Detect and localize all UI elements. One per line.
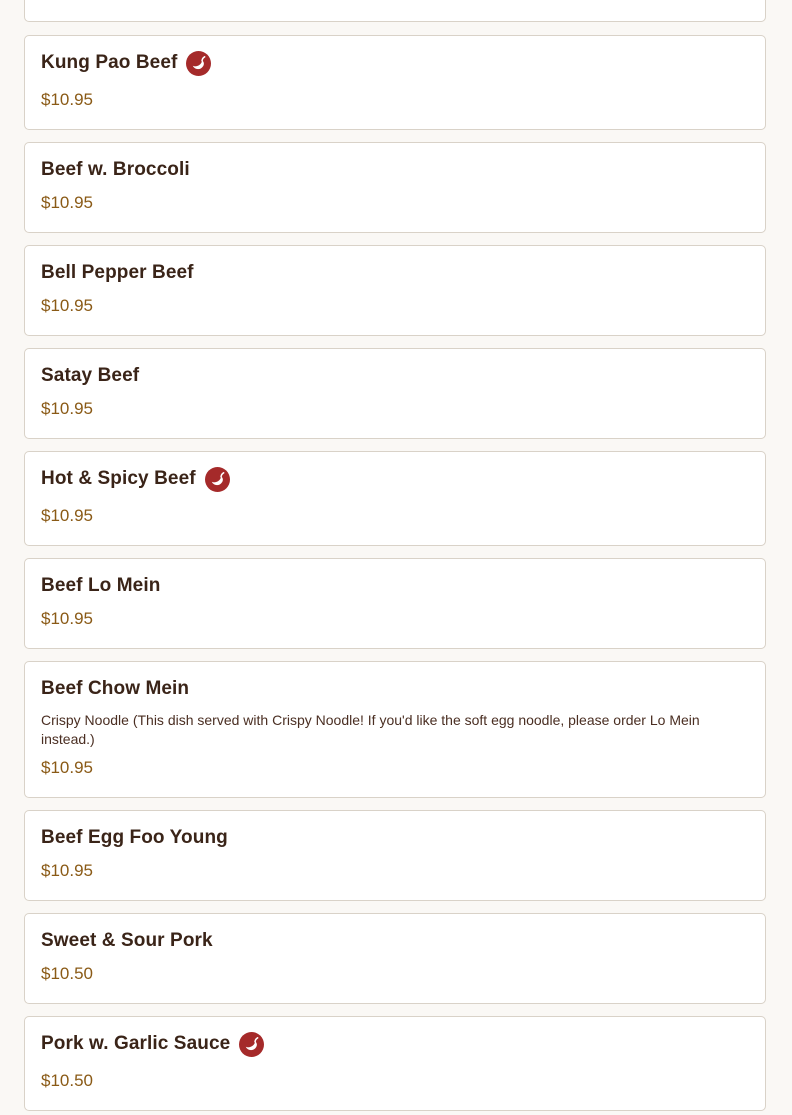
menu-item-name-row [41, 674, 189, 704]
menu-item-price: $10.95 [41, 193, 93, 212]
menu-item-card[interactable] [24, 558, 766, 649]
menu-item-price: $10.95 [41, 758, 93, 777]
menu-item-price: $10.95 [41, 399, 93, 418]
menu-item-price: $10.95 [41, 90, 93, 109]
menu-item-name-row [41, 48, 211, 78]
menu-item-name-row [41, 926, 213, 956]
menu-item-card[interactable] [24, 810, 766, 901]
menu-item-price: $10.95 [41, 861, 93, 880]
spicy-pepper-icon [205, 467, 230, 492]
menu-item-name-row [41, 464, 230, 494]
menu-item-name: Beef Lo Mein [41, 575, 161, 596]
menu-item-card[interactable] [24, 661, 766, 798]
menu-item-name: Beef Egg Foo Young [41, 827, 228, 848]
menu-item-card-partial[interactable] [24, 0, 766, 22]
menu-item-name: Hot & Spicy Beef [41, 468, 196, 489]
menu-item-price: $10.95 [41, 506, 93, 525]
spicy-pepper-icon [186, 51, 211, 76]
menu-item-card[interactable] [24, 451, 766, 546]
menu-item-price: $10.50 [41, 1071, 93, 1090]
menu-item-name: Satay Beef [41, 365, 140, 386]
menu-item-name: Sweet & Sour Pork [41, 930, 213, 951]
menu-item-name-row [41, 155, 190, 185]
menu-item-name-row [41, 258, 194, 288]
spicy-pepper-icon [239, 1032, 264, 1057]
menu-item-name: Pork w. Garlic Sauce [41, 1033, 231, 1054]
menu-item-price: $10.50 [41, 964, 93, 983]
menu-item-card[interactable] [24, 35, 766, 130]
menu-item-card[interactable] [24, 142, 766, 233]
menu-item-description: Crispy Noodle (This dish served with Crispy Noodle! If you'd like the soft egg noodle, please order Lo Mein instead.) [41, 712, 700, 747]
menu-item-card[interactable] [24, 1016, 766, 1111]
menu-item-name-row [41, 1029, 264, 1059]
menu-item-name-row [41, 361, 139, 391]
menu-item-price: $10.95 [41, 296, 93, 315]
menu-item-name: Kung Pao Beef [41, 52, 178, 73]
menu-item-name: Beef Chow Mein [41, 678, 190, 699]
menu-item-name-row [41, 571, 160, 601]
menu-item-name: Bell Pepper Beef [41, 262, 194, 283]
menu-item-card[interactable] [24, 348, 766, 439]
menu-item-price: $10.95 [41, 609, 93, 628]
menu-item-name-row [41, 823, 228, 853]
menu-item-name: Beef w. Broccoli [41, 159, 190, 180]
menu-item-card[interactable] [24, 913, 766, 1004]
menu-item-card[interactable] [24, 245, 766, 336]
